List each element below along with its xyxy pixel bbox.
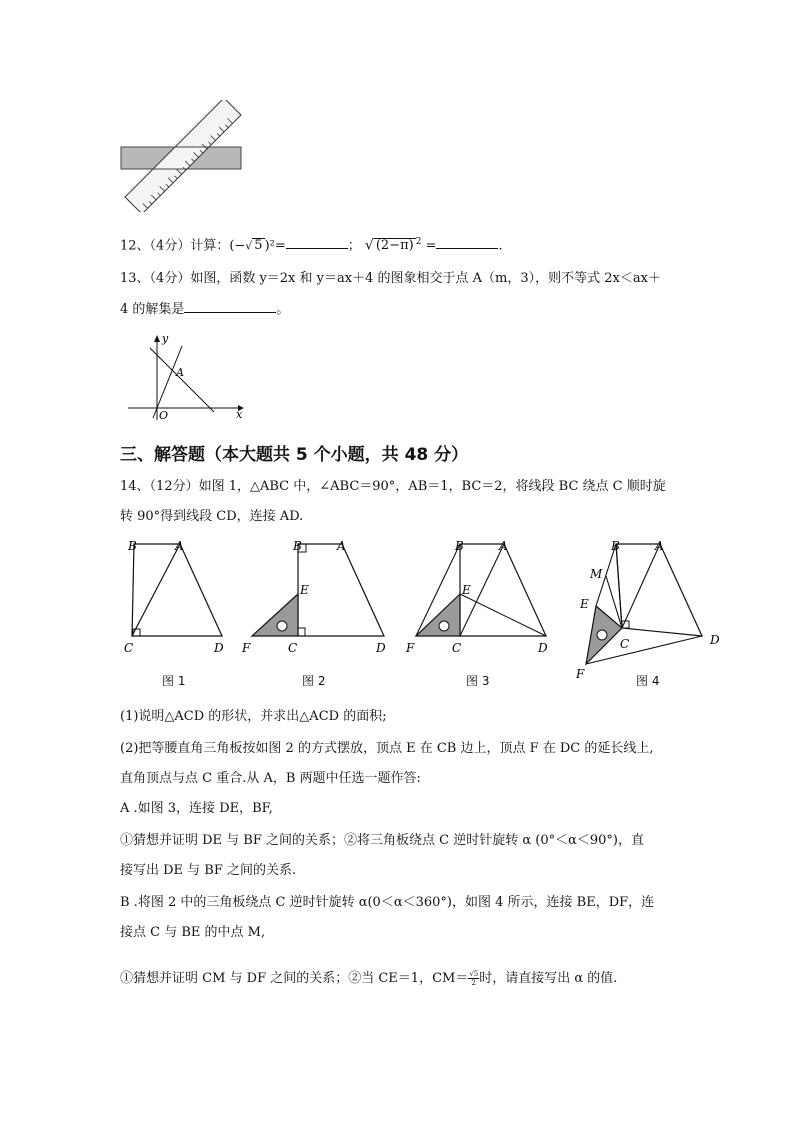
q14-a-line3: 接写出 DE 与 BF 之间的关系. bbox=[120, 863, 297, 878]
figure-4 bbox=[574, 536, 728, 684]
fig1-label-d: D bbox=[214, 641, 224, 655]
sqrt-symbol: √ bbox=[245, 239, 253, 253]
q14-b-line3 bbox=[120, 970, 617, 988]
fig4-label-e: E bbox=[580, 597, 589, 611]
figure-2 bbox=[240, 536, 390, 660]
fig4-label-b: B bbox=[611, 539, 620, 553]
q14-a-line1: A .如图 3，连接 DE，BF, bbox=[120, 801, 273, 816]
figure-1 bbox=[118, 536, 230, 660]
q14-line2: 转 90°得到线段 CD，连接 AD. bbox=[120, 509, 304, 524]
fig2-label-e: E bbox=[300, 583, 309, 597]
q14-part2-line1: (2)把等腰直角三角板按如图 2 的方式摆放，顶点 E 在 CB 边上，顶点 F 在 DC 的延长线上, bbox=[120, 741, 654, 756]
figure-3-caption: 图 3 bbox=[466, 674, 490, 688]
q12-mid: )²= bbox=[264, 238, 286, 254]
q14-b-line3-pre: ①猜想并证明 CM 与 DF 之间的关系；②当 CE＝1，CM＝ bbox=[120, 971, 469, 986]
figure-2-caption: 图 2 bbox=[302, 674, 326, 688]
fig1-label-c: C bbox=[124, 641, 134, 655]
q14-b-line1: B .将图 2 中的三角板绕点 C 逆时针旋转 α(0＜α＜360°)，如图 4 所示，连接 BE，DF，连 bbox=[120, 895, 655, 910]
q12-end: . bbox=[498, 238, 503, 254]
q14-part2-line2: 直角顶点与点 C 重合.从 A，B 两题中任选一题作答: bbox=[120, 771, 421, 786]
fig1-label-a: A bbox=[175, 539, 184, 553]
q12-sep: ； bbox=[347, 238, 361, 254]
fig2-label-f: F bbox=[242, 641, 251, 655]
fig2-label-a: A bbox=[337, 539, 346, 553]
q13-answer-blank[interactable] bbox=[184, 300, 276, 313]
q12-answer-blank-2[interactable] bbox=[436, 236, 498, 249]
sqrt-symbol-2: √ bbox=[364, 237, 374, 254]
fig4-label-c: C bbox=[620, 637, 630, 651]
q12-sqrt-arg: 5 bbox=[254, 238, 263, 254]
fig2-label-b: B bbox=[293, 539, 302, 553]
fraction-denominator: 2 bbox=[471, 979, 477, 987]
section-3-title: 三、解答题（本大题共 5 个小题，共 48 分） bbox=[120, 445, 469, 465]
question-12 bbox=[120, 233, 503, 255]
fig3-set-square bbox=[416, 594, 460, 636]
q14-line1: 14、（12分）如图 1，△ABC 中，∠ABC＝90°，AB＝1，BC＝2，将线段 BC 绕点 C 顺时旋 bbox=[120, 479, 666, 494]
q14-b-line2: 接点 C 与 BE 的中点 M, bbox=[120, 925, 266, 940]
q13-function-graph bbox=[124, 332, 248, 422]
fig3-label-d: D bbox=[538, 641, 548, 655]
q13-end: 。 bbox=[276, 302, 290, 317]
q12-eq: = bbox=[421, 238, 437, 254]
fig4-label-m: M bbox=[590, 567, 603, 581]
q12-sqrt2-arg: (2−π) bbox=[375, 238, 414, 254]
q13-line1: 13、（4分）如图，函数 y＝2x 和 y＝ax＋4 的图象相交于点 A（m，3），则不等式 2x＜ax＋ bbox=[120, 271, 661, 286]
q12-square: 2 bbox=[415, 237, 422, 247]
figure-4-caption: 图 4 bbox=[636, 674, 660, 688]
figure-3 bbox=[404, 536, 554, 660]
q12-answer-blank-1[interactable] bbox=[286, 236, 348, 249]
q12-prefix: 12、（4分）计算：(− bbox=[120, 238, 246, 254]
fig2-set-square bbox=[252, 594, 298, 636]
y-axis-label: y bbox=[162, 332, 169, 345]
q14-fraction bbox=[468, 970, 479, 987]
question-13-line2 bbox=[120, 300, 289, 319]
point-a-label: A bbox=[176, 366, 184, 379]
fig4-label-d: D bbox=[710, 633, 720, 647]
fig4-label-a: A bbox=[655, 539, 664, 553]
figure-1-caption: 图 1 bbox=[162, 674, 186, 688]
q14-part1: (1)说明△ACD 的形状，并求出△ACD 的面积; bbox=[120, 709, 387, 724]
q14-b-line3-post: 时，请直接写出 α 的值. bbox=[479, 971, 618, 986]
q13-line2: 4 的解集是 bbox=[120, 302, 185, 317]
fraction-numerator: √5 bbox=[469, 970, 479, 978]
ruler-illustration bbox=[118, 100, 248, 212]
fig3-label-b: B bbox=[455, 539, 464, 553]
fig2-label-c: C bbox=[288, 641, 298, 655]
fig2-label-d: D bbox=[376, 641, 386, 655]
x-axis-label: x bbox=[236, 408, 243, 421]
fig1-label-b: B bbox=[128, 539, 137, 553]
fig4-label-f: F bbox=[576, 667, 585, 681]
q14-a-line2: ①猜想并证明 DE 与 BF 之间的关系；②将三角板绕点 C 逆时针旋转 α (0°＜α＜90°)，直 bbox=[120, 833, 645, 848]
fig3-label-c: C bbox=[452, 641, 462, 655]
fig3-label-f: F bbox=[406, 641, 415, 655]
origin-label: O bbox=[159, 409, 169, 422]
fig3-label-a: A bbox=[499, 539, 508, 553]
y-axis-arrow bbox=[154, 335, 160, 342]
fig3-label-e: E bbox=[462, 583, 471, 597]
